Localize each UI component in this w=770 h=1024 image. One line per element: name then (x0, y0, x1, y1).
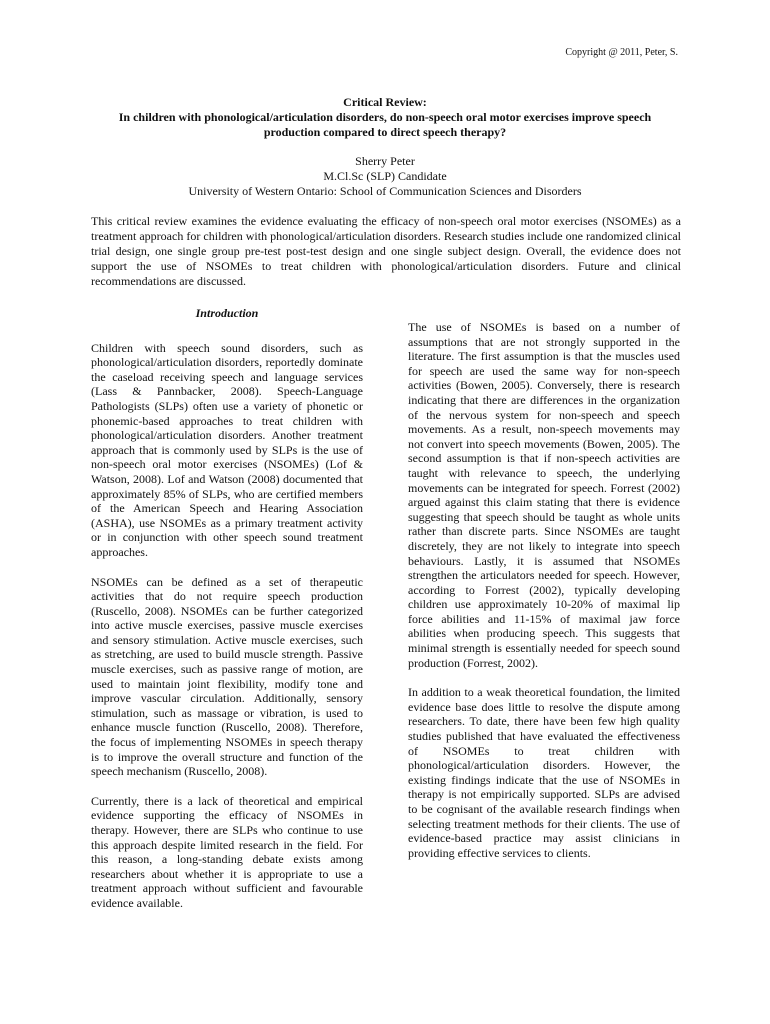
copyright-notice: Copyright @ 2011, Peter, S. (565, 47, 678, 58)
paragraph: Currently, there is a lack of theoretical and empirical evidence supporting the efficacy of NSOMEs in therapy. However, there are SLPs who continue to use this approach despite limited research in the field. For this reason, a long-standing debate exists among researchers about whether it is appropriate to use a treatment approach without sufficient and favourable evidence available. (91, 793, 363, 910)
author-affiliation: University of Western Ontario: School of Communication Sciences and Disorders (188, 184, 582, 198)
left-column (91, 306, 363, 926)
title-line-1: Critical Review: (343, 95, 427, 109)
paper-title (90, 95, 680, 140)
author-name: Sherry Peter (355, 154, 415, 168)
paragraph: The use of NSOMEs is based on a number of assumptions that are not strongly supported in the literature. The first assumption is that the muscles used for speech are used the same way for non-speech activities (Bowen, 2005). Conversely, there is research indicating that there are differences in the organization of the nervous system for non-speech and speech movements. As a result, non-speech movements may not convert into speech movements (Bowen, 2005). The second assumption is that if non-speech activities are taught with relevance to speech, the underlying movements can be integrated for speech. Forrest (2002) argued against this claim stating that there is evidence suggesting that speech should be taught as whole units rather than discrete parts. Since NSOMEs are taught discretely, they are not likely to integrate into speech behaviours. Lastly, it is assumed that NSOMEs strengthen the articulators needed for speech. However, according to Forrest (2002), typically developing children use approximately 10-20% of maximal lip force abilities and 11-15% of maximal jaw force abilities when producing speech. This suggests that minimal strength is essentially needed for speech sound production (Forrest, 2002). (408, 320, 680, 670)
paragraph: NSOMEs can be defined as a set of therapeutic activities that do not require speech production (Ruscello, 2008). NSOMEs can be further categorized into active muscle exercises, passive muscle exercises and sensory stimulation. Active muscle exercises, such as stretching, are used to build muscle strength. Passive muscle exercises, such as passive range of motion, are used to maintain joint flexibility, modify tone and improve vascular circulation. Additionally, sensory stimulation, such as massage or vibration, is used to enhance muscle function (Ruscello, 2008). Therefore, the focus of implementing NSOMEs in speech therapy is to improve the overall structure and function of the speech mechanism (Ruscello, 2008). (91, 574, 363, 779)
paragraph: In addition to a weak theoretical foundation, the limited evidence base does little to resolve the dispute among researchers. To date, there have been few high quality studies published that have evaluated the effectiveness of NSOMEs to treat children with phonological/articulation disorders. However, the existing findings indicate that the use of NSOMEs in therapy is not empirically supported. SLPs are advised to be cognisant of the available research findings when selecting treatment methods for their clients. The use of evidence-based practice may assist clinicians in providing effective services to clients. (408, 685, 680, 860)
paragraph: Children with speech sound disorders, such as phonological/articulation disorders, reportedly dominate the caseload receiving speech and language services (Lass & Pannbacker, 2008). Speech-Language Pathologists (SLPs) often use a variety of phonetic or phonemic-based approaches to treat children with phonological/articulation disorders. Another treatment approach that is commonly used by SLPs is the use of non-speech oral motor exercises (NSOMEs) (Lof & Watson, 2008). Lof and Watson (2008) documented that approximately 85% of SLPs, who are certified members of the American Speech and Hearing Association (ASHA), use NSOMEs as a primary treatment activity or in conjunction with other speech sound treatment approaches. (91, 340, 363, 559)
author-degree: M.Cl.Sc (SLP) Candidate (323, 169, 447, 183)
title-line-2: In children with phonological/articulation disorders, do non-speech oral motor exercises improve speech production compared to direct speech therapy? (118, 110, 652, 139)
abstract: This critical review examines the evidence evaluating the efficacy of non-speech oral motor exercises (NSOMEs) as a treatment approach for children with phonological/articulation disorders. Research studies include one randomized clinical trial design, one single group pre-test post-test design and one single subject design. Overall, the evidence does not support the use of NSOMEs to treat children with phonological/articulation disorders. Future and clinical recommendations are discussed. (91, 214, 681, 288)
right-column (408, 320, 680, 875)
author-block (90, 154, 680, 199)
introduction-heading: Introduction (195, 306, 259, 320)
